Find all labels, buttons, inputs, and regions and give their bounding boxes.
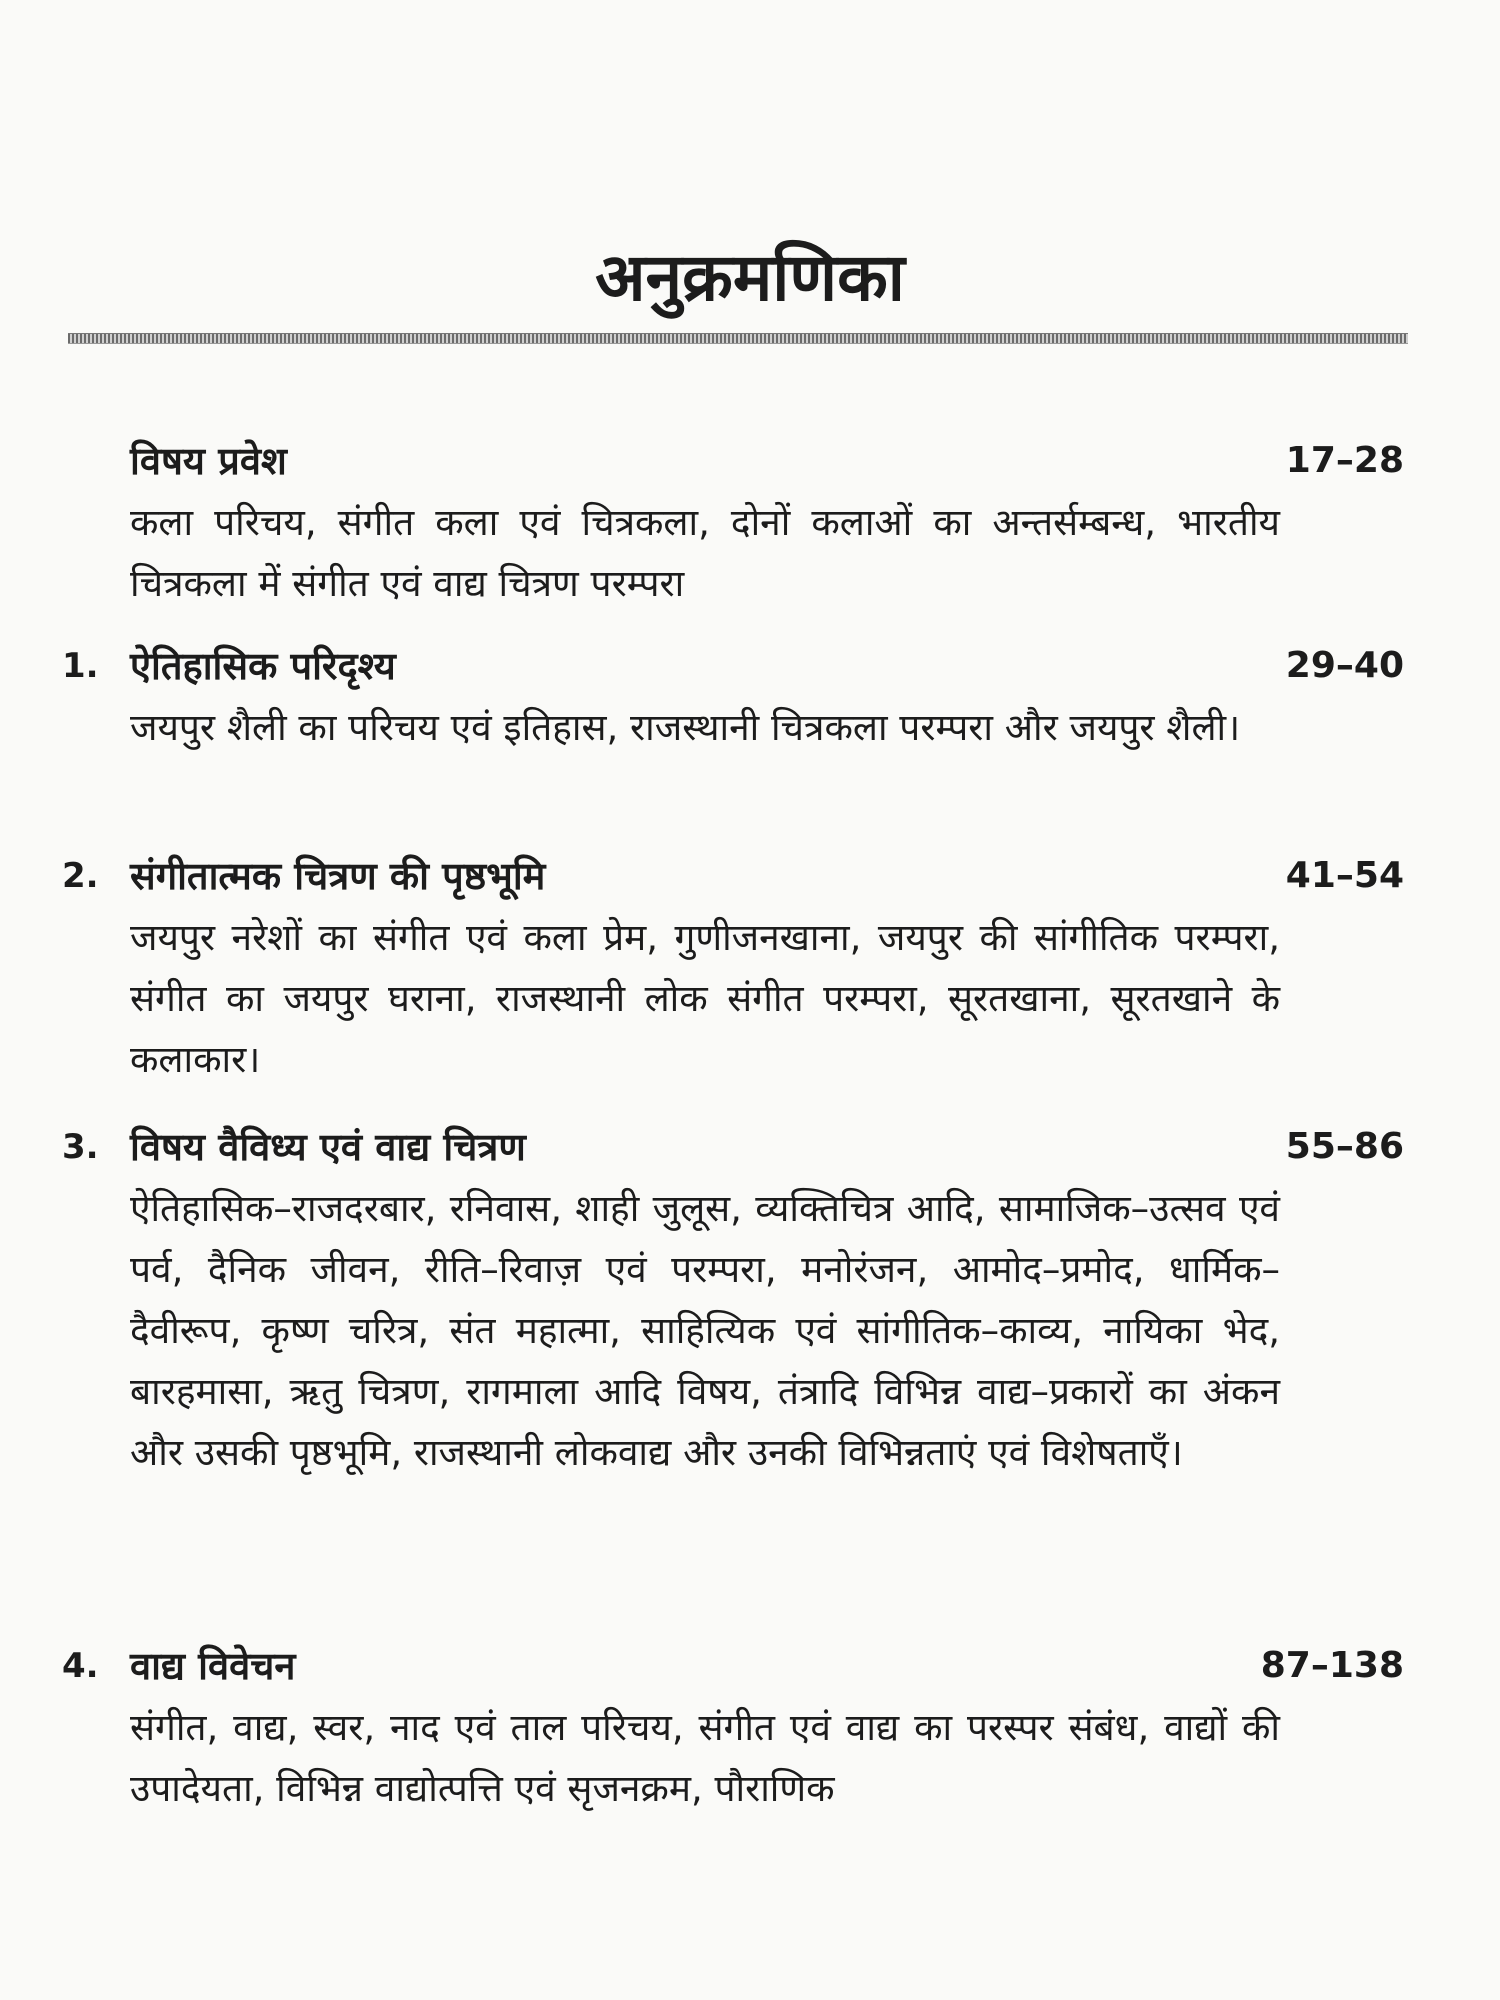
entry-title: संगीतात्मक चित्रण की पृष्ठभूमि xyxy=(130,854,546,898)
entry-number: 4. xyxy=(62,1646,99,1686)
toc-entry-2 xyxy=(0,845,1500,1090)
entry-title: ऐतिहासिक परिदृश्य xyxy=(130,644,396,688)
entry-page-range: 55–86 xyxy=(1285,1126,1404,1167)
toc-entry-4 xyxy=(0,1635,1500,1819)
entry-number: 2. xyxy=(62,856,99,896)
entry-page-range: 29–40 xyxy=(1285,645,1404,686)
entry-description: कला परिचय, संगीत कला एवं चित्रकला, दोनों कलाओं का अन्तर्सम्बन्ध, भारतीय चित्रकला में संगीत एवं वाद्य चित्रण परम्परा xyxy=(130,501,1280,605)
toc-entry-header xyxy=(0,430,1500,492)
entry-title: वाद्य विवेचन xyxy=(130,1644,296,1688)
page-title: अनुक्रमणिका xyxy=(595,239,905,316)
entry-number: 3. xyxy=(62,1127,99,1167)
entry-description: जयपुर नरेशों का संगीत एवं कला प्रेम, गुणीजनखाना, जयपुर की सांगीतिक परम्परा, संगीत का जयपुर घराना, राजस्थानी लोक संगीत परम्परा, सूरतखाना, सूरतखाने के कलाकार। xyxy=(130,916,1280,1081)
entry-description: संगीत, वाद्य, स्वर, नाद एवं ताल परिचय, संगीत एवं वाद्य का परस्पर संबंध, वाद्यों की उपादेयता, विभिन्न वाद्योत्पत्ति एवं सृजनक्रम, पौराणिक xyxy=(130,1706,1280,1810)
entry-page-range: 17–28 xyxy=(1285,440,1404,481)
entry-number: 1. xyxy=(62,646,99,686)
toc-entry-intro xyxy=(0,430,1500,614)
entry-page-range: 41–54 xyxy=(1285,855,1404,896)
toc-entry-1 xyxy=(0,635,1500,758)
entry-description: जयपुर शैली का परिचय एवं इतिहास, राजस्थानी चित्रकला परम्परा और जयपुर शैली। xyxy=(130,706,1241,749)
entry-page-range: 87–138 xyxy=(1260,1645,1404,1686)
toc-entry-header xyxy=(0,1116,1500,1178)
entry-description: ऐतिहासिक–राजदरबार, रनिवास, शाही जुलूस, व्यक्तिचित्र आदि, सामाजिक–उत्सव एवं पर्व, दैनिक जीवन, रीति–रिवाज़ एवं परम्परा, मनोरंजन, आमोद–प्रमोद, धार्मिक–दैवीरूप, कृष्ण चरित्र, संत महात्मा, साहित्यिक एवं सांगीतिक–काव्य, नायिका भेद, बारहमासा, ऋतु चित्रण, रागमाला आदि विषय, तंत्रादि विभिन्न वाद्य–प्रकारों का अंकन और उसकी पृष्ठभूमि, राजस्थानी लोकवाद्य और उनकी विभिन्नताएं एवं विशेषताएँ। xyxy=(130,1187,1280,1474)
toc-entry-header xyxy=(0,845,1500,907)
toc-entry-header xyxy=(0,635,1500,697)
entry-title: विषय वैविध्य एवं वाद्य चित्रण xyxy=(130,1125,526,1169)
toc-entry-header xyxy=(0,1635,1500,1697)
entry-title: विषय प्रवेश xyxy=(130,439,287,483)
title-divider xyxy=(68,333,1408,344)
toc-entry-3 xyxy=(0,1116,1500,1483)
